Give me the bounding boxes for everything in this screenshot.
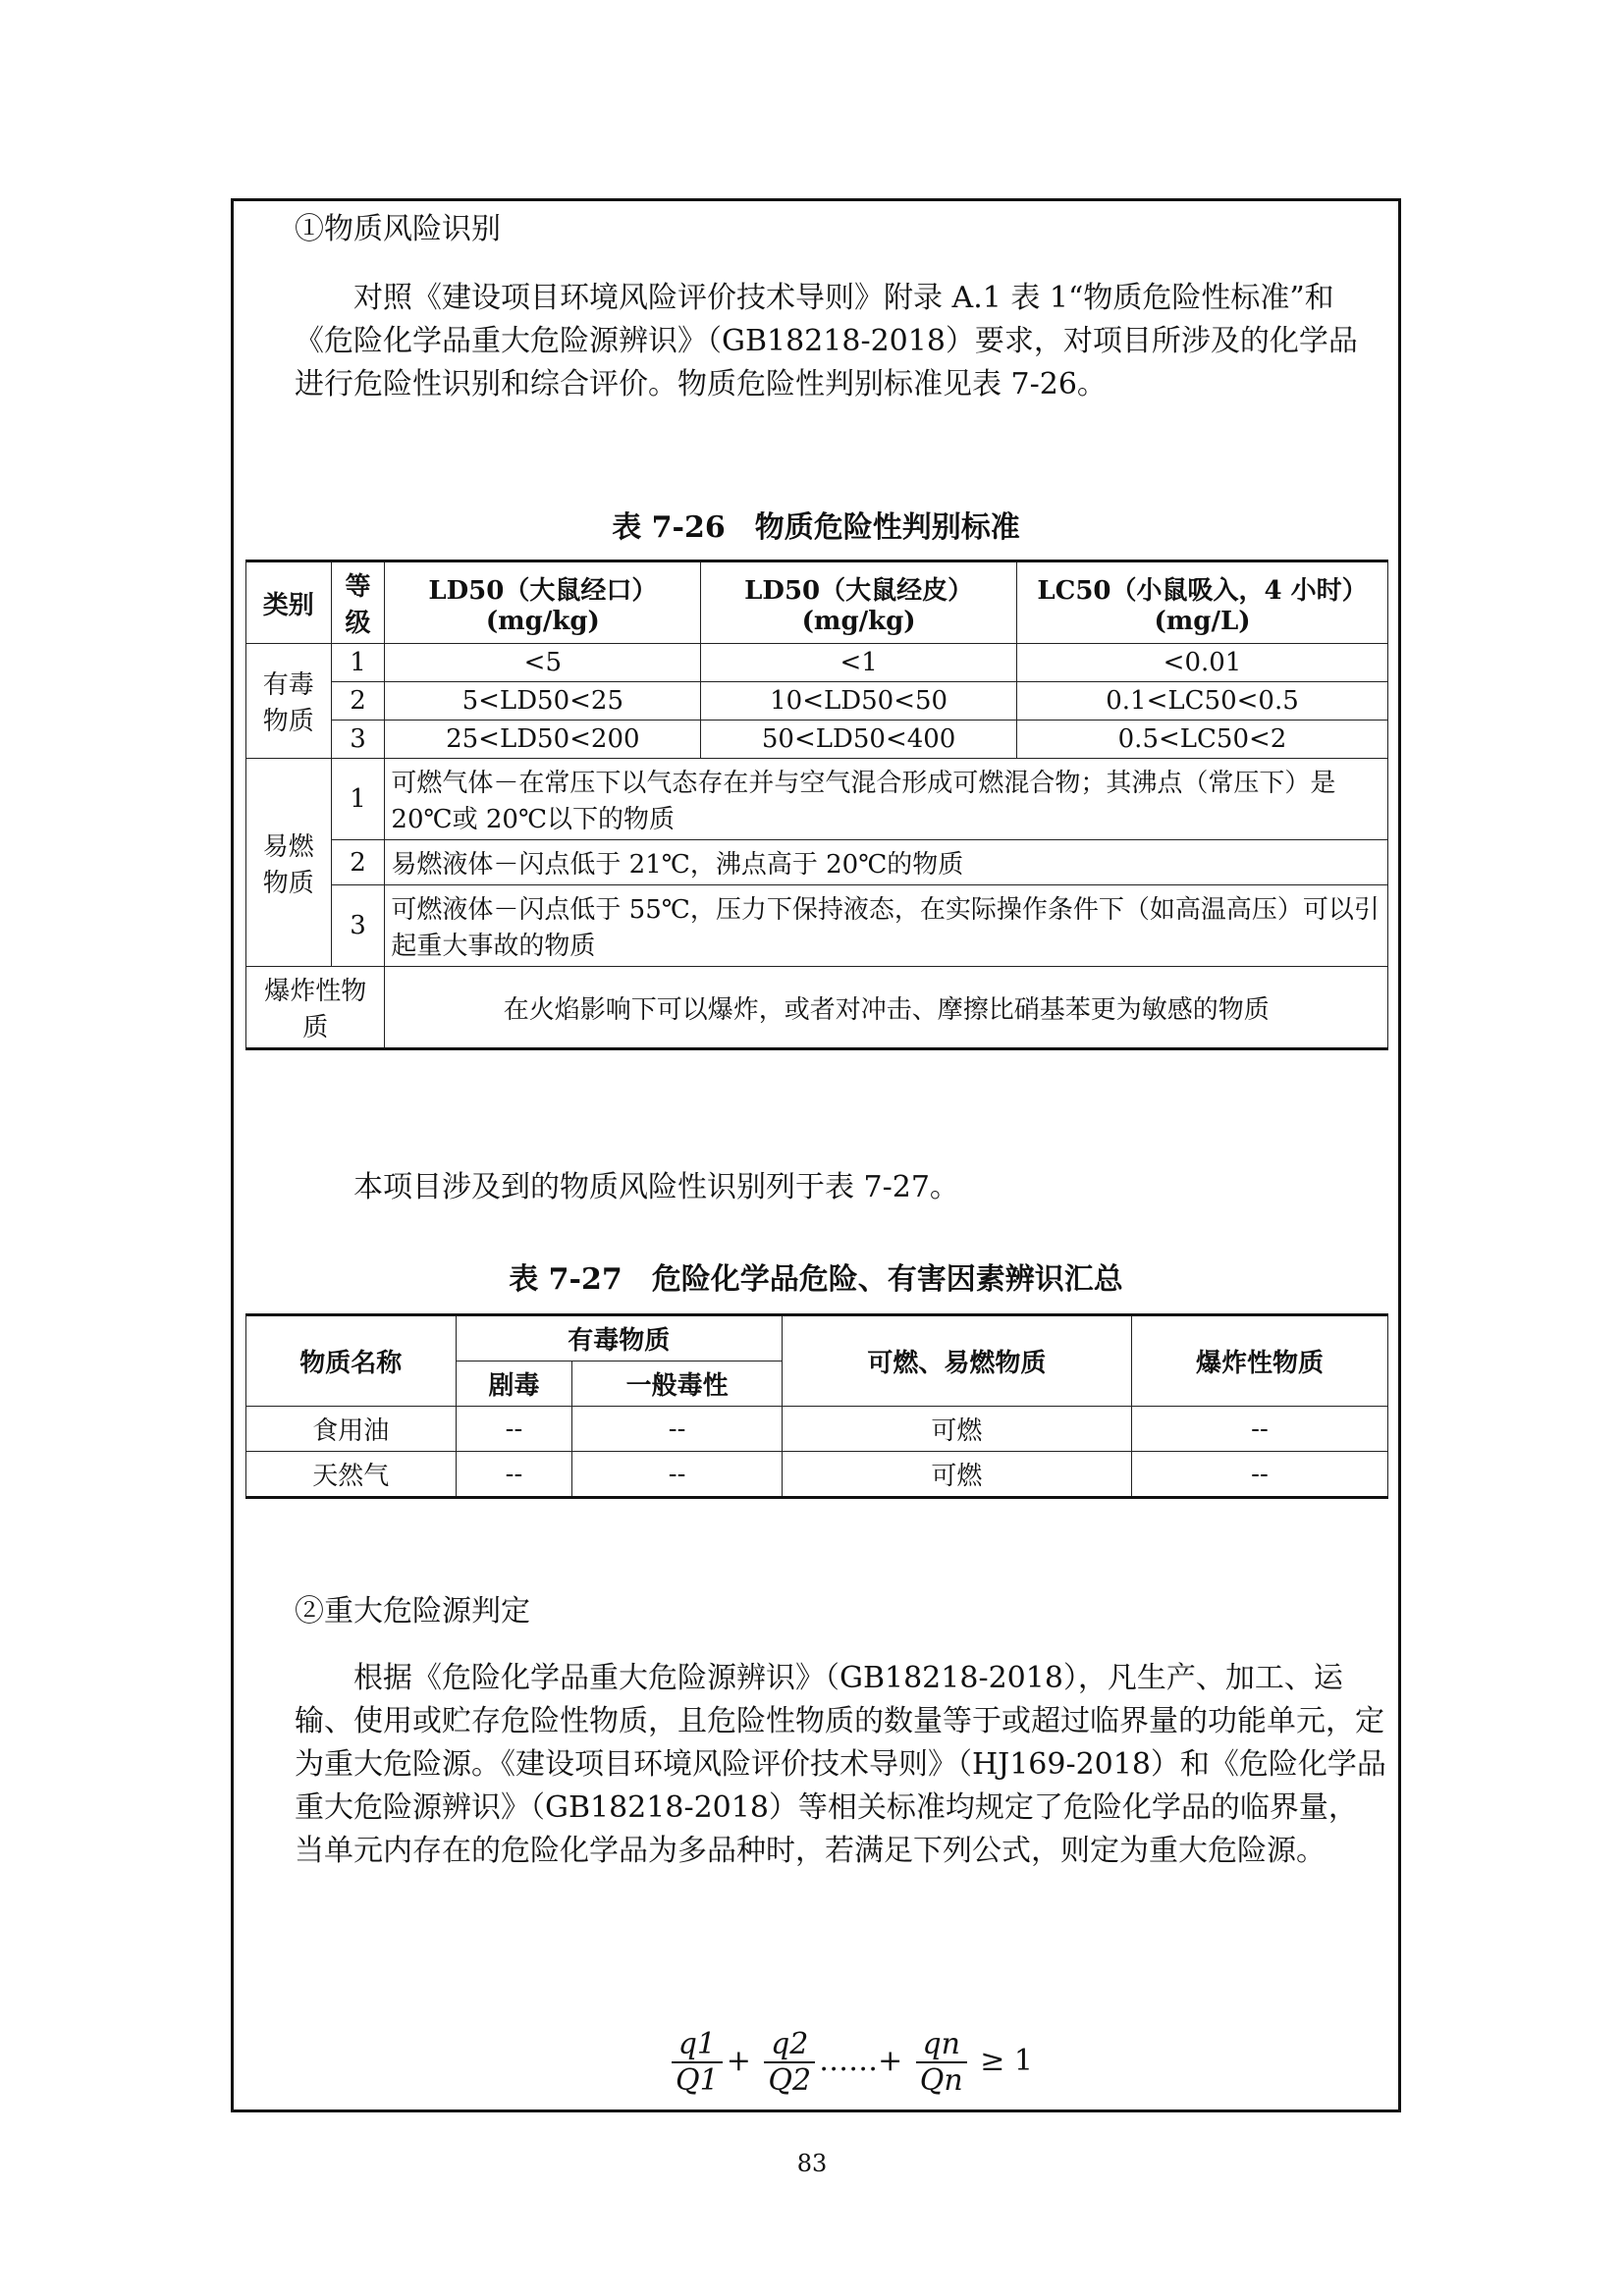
table-cell: 易燃物质 xyxy=(246,759,332,967)
table-cell: 5<LD50<25 xyxy=(385,682,701,721)
table-cell: LD50（大鼠经皮）(mg/kg) xyxy=(701,561,1017,644)
table-cell: 10<LD50<50 xyxy=(701,682,1017,721)
table-cell: 2 xyxy=(331,840,385,885)
table-cell: -- xyxy=(572,1407,783,1452)
table-cell: 可燃 xyxy=(782,1452,1131,1498)
table-cell: LD50（大鼠经口）(mg/kg) xyxy=(385,561,701,644)
table-cell: 3 xyxy=(331,721,385,759)
table-cell: 1 xyxy=(331,644,385,682)
table-cell: 可燃液体－闪点低于 55℃，压力下保持液态，在实际操作条件下（如高温高压）可以引起重大事故的物质 xyxy=(385,885,1388,967)
table-7-27-caption: 表 7-27 危险化学品危险、有害因素辨识汇总 xyxy=(509,1262,1123,1297)
table-cell: 天然气 xyxy=(246,1452,457,1498)
table-cell: 0.5<LC50<2 xyxy=(1017,721,1388,759)
table-cell: 0.1<LC50<0.5 xyxy=(1017,682,1388,721)
table-cell: 爆炸性物质 xyxy=(246,967,385,1049)
table-cell: -- xyxy=(1131,1452,1387,1498)
table-cell: 有毒物质 xyxy=(246,644,332,759)
s1-paragraph: 对照《建设项目环境风险评价技术导则》附录 A.1 表 1“物质危险性标准”和《危险化学品重大危险源辨识》（GB18218-2018）要求，对项目所涉及的化学品进行危险性识别和综合评价。物质危险性判别标准见表 7-26。 xyxy=(295,281,1358,401)
table-cell: -- xyxy=(456,1452,572,1498)
s1-title: ①物质风险识别 xyxy=(295,212,501,246)
s1-paragraph-2: 本项目涉及到的物质风险性识别列于表 7-27。 xyxy=(353,1170,959,1204)
table-cell: 一般毒性 xyxy=(572,1362,783,1407)
table-cell: 50<LD50<400 xyxy=(701,721,1017,759)
table-cell: 可燃、易燃物质 xyxy=(782,1315,1131,1407)
table-cell: -- xyxy=(1131,1407,1387,1452)
table-cell: <5 xyxy=(385,644,701,682)
table-cell: 易燃液体－闪点低于 21℃，沸点高于 20℃的物质 xyxy=(385,840,1388,885)
table-cell: 2 xyxy=(331,682,385,721)
table-cell: 在火焰影响下可以爆炸，或者对冲击、摩擦比硝基苯更为敏感的物质 xyxy=(385,967,1388,1049)
page-number: 83 xyxy=(796,2150,828,2177)
table-cell: 等级 xyxy=(331,561,385,644)
s2-title: ②重大危险源判定 xyxy=(295,1594,530,1629)
table-cell: 有毒物质 xyxy=(456,1315,782,1362)
threshold-formula: $\frac{q1}{Q1}$ + $\frac{q2}{Q2}$ ……+ $\frac{qn}{Qn}$ ≥ 1 xyxy=(668,2027,1033,2098)
table-7-26 xyxy=(245,560,1388,1050)
table-cell: 3 xyxy=(331,885,385,967)
table-cell: 类别 xyxy=(246,561,332,644)
table-cell: 1 xyxy=(331,759,385,840)
table-cell: 物质名称 xyxy=(246,1315,457,1407)
table-cell: 可燃 xyxy=(782,1407,1131,1452)
table-cell: <0.01 xyxy=(1017,644,1388,682)
table-cell: 25<LD50<200 xyxy=(385,721,701,759)
s2-paragraph: 根据《危险化学品重大危险源辨识》（GB18218-2018），凡生产、加工、运输、使用或贮存危险性物质，且危险性物质的数量等于或超过临界量的功能单元，定为重大危险源。《建设项目环境风险评价技术导则》（HJ169-2018）和《危险化学品重大危险源辨识》（GB18218-2018）等相关标准均规定了危险化学品的临界量，当单元内存在的危险化学品为多品种时，若满足下列公式，则定为重大危险源。 xyxy=(295,1661,1386,1868)
table-cell: <1 xyxy=(701,644,1017,682)
table-cell: LC50（小鼠吸入，4 小时）(mg/L) xyxy=(1017,561,1388,644)
table-7-27 xyxy=(245,1313,1388,1499)
table-cell: 可燃气体－在常压下以气态存在并与空气混合形成可燃混合物；其沸点（常压下）是 20℃或 20℃以下的物质 xyxy=(385,759,1388,840)
table-cell: -- xyxy=(572,1452,783,1498)
table-cell: 剧毒 xyxy=(456,1362,572,1407)
table-cell: -- xyxy=(456,1407,572,1452)
table-cell: 爆炸性物质 xyxy=(1131,1315,1387,1407)
table-cell: 食用油 xyxy=(246,1407,457,1452)
table-7-26-caption: 表 7-26 物质危险性判别标准 xyxy=(612,510,1020,545)
